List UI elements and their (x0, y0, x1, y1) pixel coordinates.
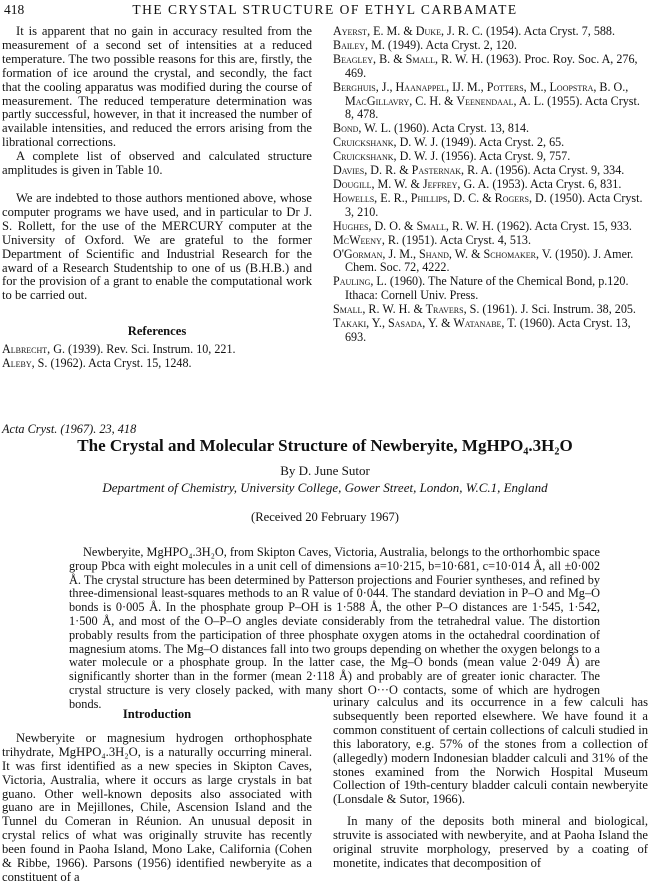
reference-entry: McWeeny, R. (1951). Acta Cryst. 4, 513. (333, 232, 531, 247)
reference-entry: Cruickshank, D. W. J. (1956). Acta Cryst. 9, 757. (333, 149, 571, 164)
received-date: (Received 20 February 1967) (251, 510, 399, 524)
intro-right-column (333, 696, 648, 871)
reference-entry: Cruickshank, D. W. J. (1949). Acta Cryst. 2, 65. (333, 135, 565, 150)
reference-entry: Davies, D. R. & Pasternak, R. A. (1956). Acta Cryst. 9, 334. (333, 163, 625, 178)
page-header (2, 2, 648, 18)
introduction-continued: urinary calculus and its occurrence in a few calculi has subsequently been reported elsewhere. We have found it a common constituent of certain collections of calculi studied in this laboratory, e.g. 57% of the stones from a collection of (allegedly) modern Indonesian bladder calculi and 31% of the stones examined from the Norwich Hospital Museum Collection of 19th-century bladder calculi contain newberyite (Lonsdale & Sutor, 1966). (333, 695, 648, 807)
reference-entry: Dougill, M. W. & Jeffrey, G. A. (1953). Acta Cryst. 6, 831. (333, 176, 622, 191)
reference-entry: Albrecht, G. (1939). Rev. Sci. Instrum. 10, 221. (2, 342, 236, 357)
abstract (69, 546, 600, 712)
right-column-references (333, 25, 648, 345)
reference-entry: Takaki, Y., Sasada, Y. & Watanabe, T. (1960). Acta Cryst. 13, 693. (333, 316, 631, 344)
abstract-text: Newberyite, MgHPO₄.3H₂O, from Skipton Caves, Victoria, Australia, belongs to the orthorhombic space group Pbca with eight molecules in a unit cell of dimensions a=10·215, b=10·681, c=10·014 Å, all ±0·002 Å. The crystal structure has been determined by Patterson projections and Fourier syntheses, and refined by three-dimensional least-squares methods to an R value of 0·044. The standard deviation in P–O and Mg–O bonds is 0·005 Å. In the phosphate group P–OH is 1·588 Å, the other P–O distances are 1·545, 1·542, 1·500 Å, and most of the O–P–O angles deviate considerably from the tetrahedral value. The distortion probably results from the participation of three phosphate oxygen atoms in the octahedral coordination of magnesium atoms. The Mg–O distances fall into two groups depending on whether the oxygen belongs to a water molecule or a phosphate group. In the latter case, the Mg–O bonds (mean value 2·049 Å) are significantly shorter than in the former (mean 2·118 Å) and probably are of greater ionic character. The crystal structure is very closely packed, with many short O···O contacts, some of which are hydrogen bonds. (69, 545, 600, 711)
reference-entry: Pauling, L. (1960). The Nature of the Chemical Bond, p.120. Ithaca: Cornell Univ. Press. (333, 274, 629, 303)
running-title: THE CRYSTAL STRUCTURE OF ETHYL CARBAMATE (132, 2, 518, 17)
reference-entry: Bailey, M. (1949). Acta Cryst. 2, 120. (333, 37, 517, 52)
introduction-paragraph: Newberyite or magnesium hydrogen orthophosphate trihydrate, MgHPO₄.3H₂O, is a naturally occurring mineral. It was first identified as a new species in Skipton Caves, Victoria, Australia, where it occurs as large crystals in bat guano. Other well-known deposits also associated with guano are in Mejillones, Chile, Ascension Island and the Tunnel du Comeran in Réunion. An unusual deposit in crystal relics of what was originally struvite has recently been found in Paoha Island, Mono Lake, California (Cohen & Ribbe, 1966). Parsons (1956) identified newberyite as a constituent of a (2, 730, 312, 884)
introduction-paragraph-2: In many of the deposits both mineral and biological, struvite is associated with newberyite, and at Paoha Island the original struvite morphology, preserved by a coating of monetite, indicates that decomposition of (333, 814, 648, 870)
reference-entry: O'Gorman, J. M., Shand, W. & Schomaker, V. (1950). J. Amer. Chem. Soc. 72, 4222. (333, 246, 634, 275)
structure-amplitudes-paragraph: A complete list of observed and calculated structure amplitudes is given in Table 10. (2, 149, 312, 178)
reference-entry: Hughes, D. O. & Small, R. W. H. (1962). Acta Cryst. 15, 933. (333, 218, 632, 233)
introduction-heading: Introduction (122, 707, 192, 721)
references-heading: References (127, 324, 187, 339)
acknowledgements-paragraph: We are indebted to those authors mentioned above, whose computer programs we have used, and in particular to Dr J. S. Rollett, for the use of the MERCURY computer at the University of Oxford. We are grateful to the former Department of Scientific and Industrial Research for the award of a Research Studentship to one of us (B.H.B.) and for the provision of a grant to enable the computational work to be carried out. (2, 190, 312, 303)
reference-entry: Aleby, S. (1962). Acta Cryst. 15, 1248. (2, 356, 192, 371)
reference-entry: Howells, E. R., Phillips, D. C. & Rogers, D. (1950). Acta Cryst. 3, 210. (333, 190, 643, 219)
reference-entry: Ayerst, E. M. & Duke, J. R. C. (1954). Acta Cryst. 7, 588. (333, 24, 615, 38)
page-number: 418 (4, 2, 25, 17)
article-title: The Crystal and Molecular Structure of Newberyite, MgHPO₄.3H₂O (77, 436, 573, 455)
left-column-top (2, 25, 312, 371)
author-byline: By D. June Sutor (280, 463, 370, 478)
reference-entry: Beagley, B. & Small, R. W. H. (1963). Proc. Roy. Soc. A, 276, 469. (333, 51, 638, 80)
journal-citation: Acta Cryst. (1967). 23, 418 (2, 422, 137, 436)
conclusion-paragraph: It is apparent that no gain in accuracy resulted from the measurement of a second set of intensities at a reduced temperature. The two possible reasons for this are, firstly, the formation of ice around the crystal, and secondly, the fact that the cooling apparatus was modified during the course of measurement. The reduced temperature determination was partly successful, however, in that it increased the number of available intensities, and reduced the errors arising from the librational corrections. (2, 24, 312, 150)
reference-entry: Berghuis, J., Haanappel, IJ. M., Potters, M., Loopstra, B. O., MacGillavry, C. H. & Veenendaal, A. L. (1955). Acta Cryst. 8, 478. (333, 79, 640, 122)
author-affiliation: Department of Chemistry, University College, Gower Street, London, W.C.1, England (102, 480, 548, 495)
intro-left-column (2, 708, 312, 885)
reference-entry: Small, R. W. H. & Travers, S. (1961). J. Sci. Instrum. 38, 205. (333, 302, 636, 317)
reference-entry: Bond, W. L. (1960). Acta Cryst. 13, 814. (333, 121, 530, 136)
